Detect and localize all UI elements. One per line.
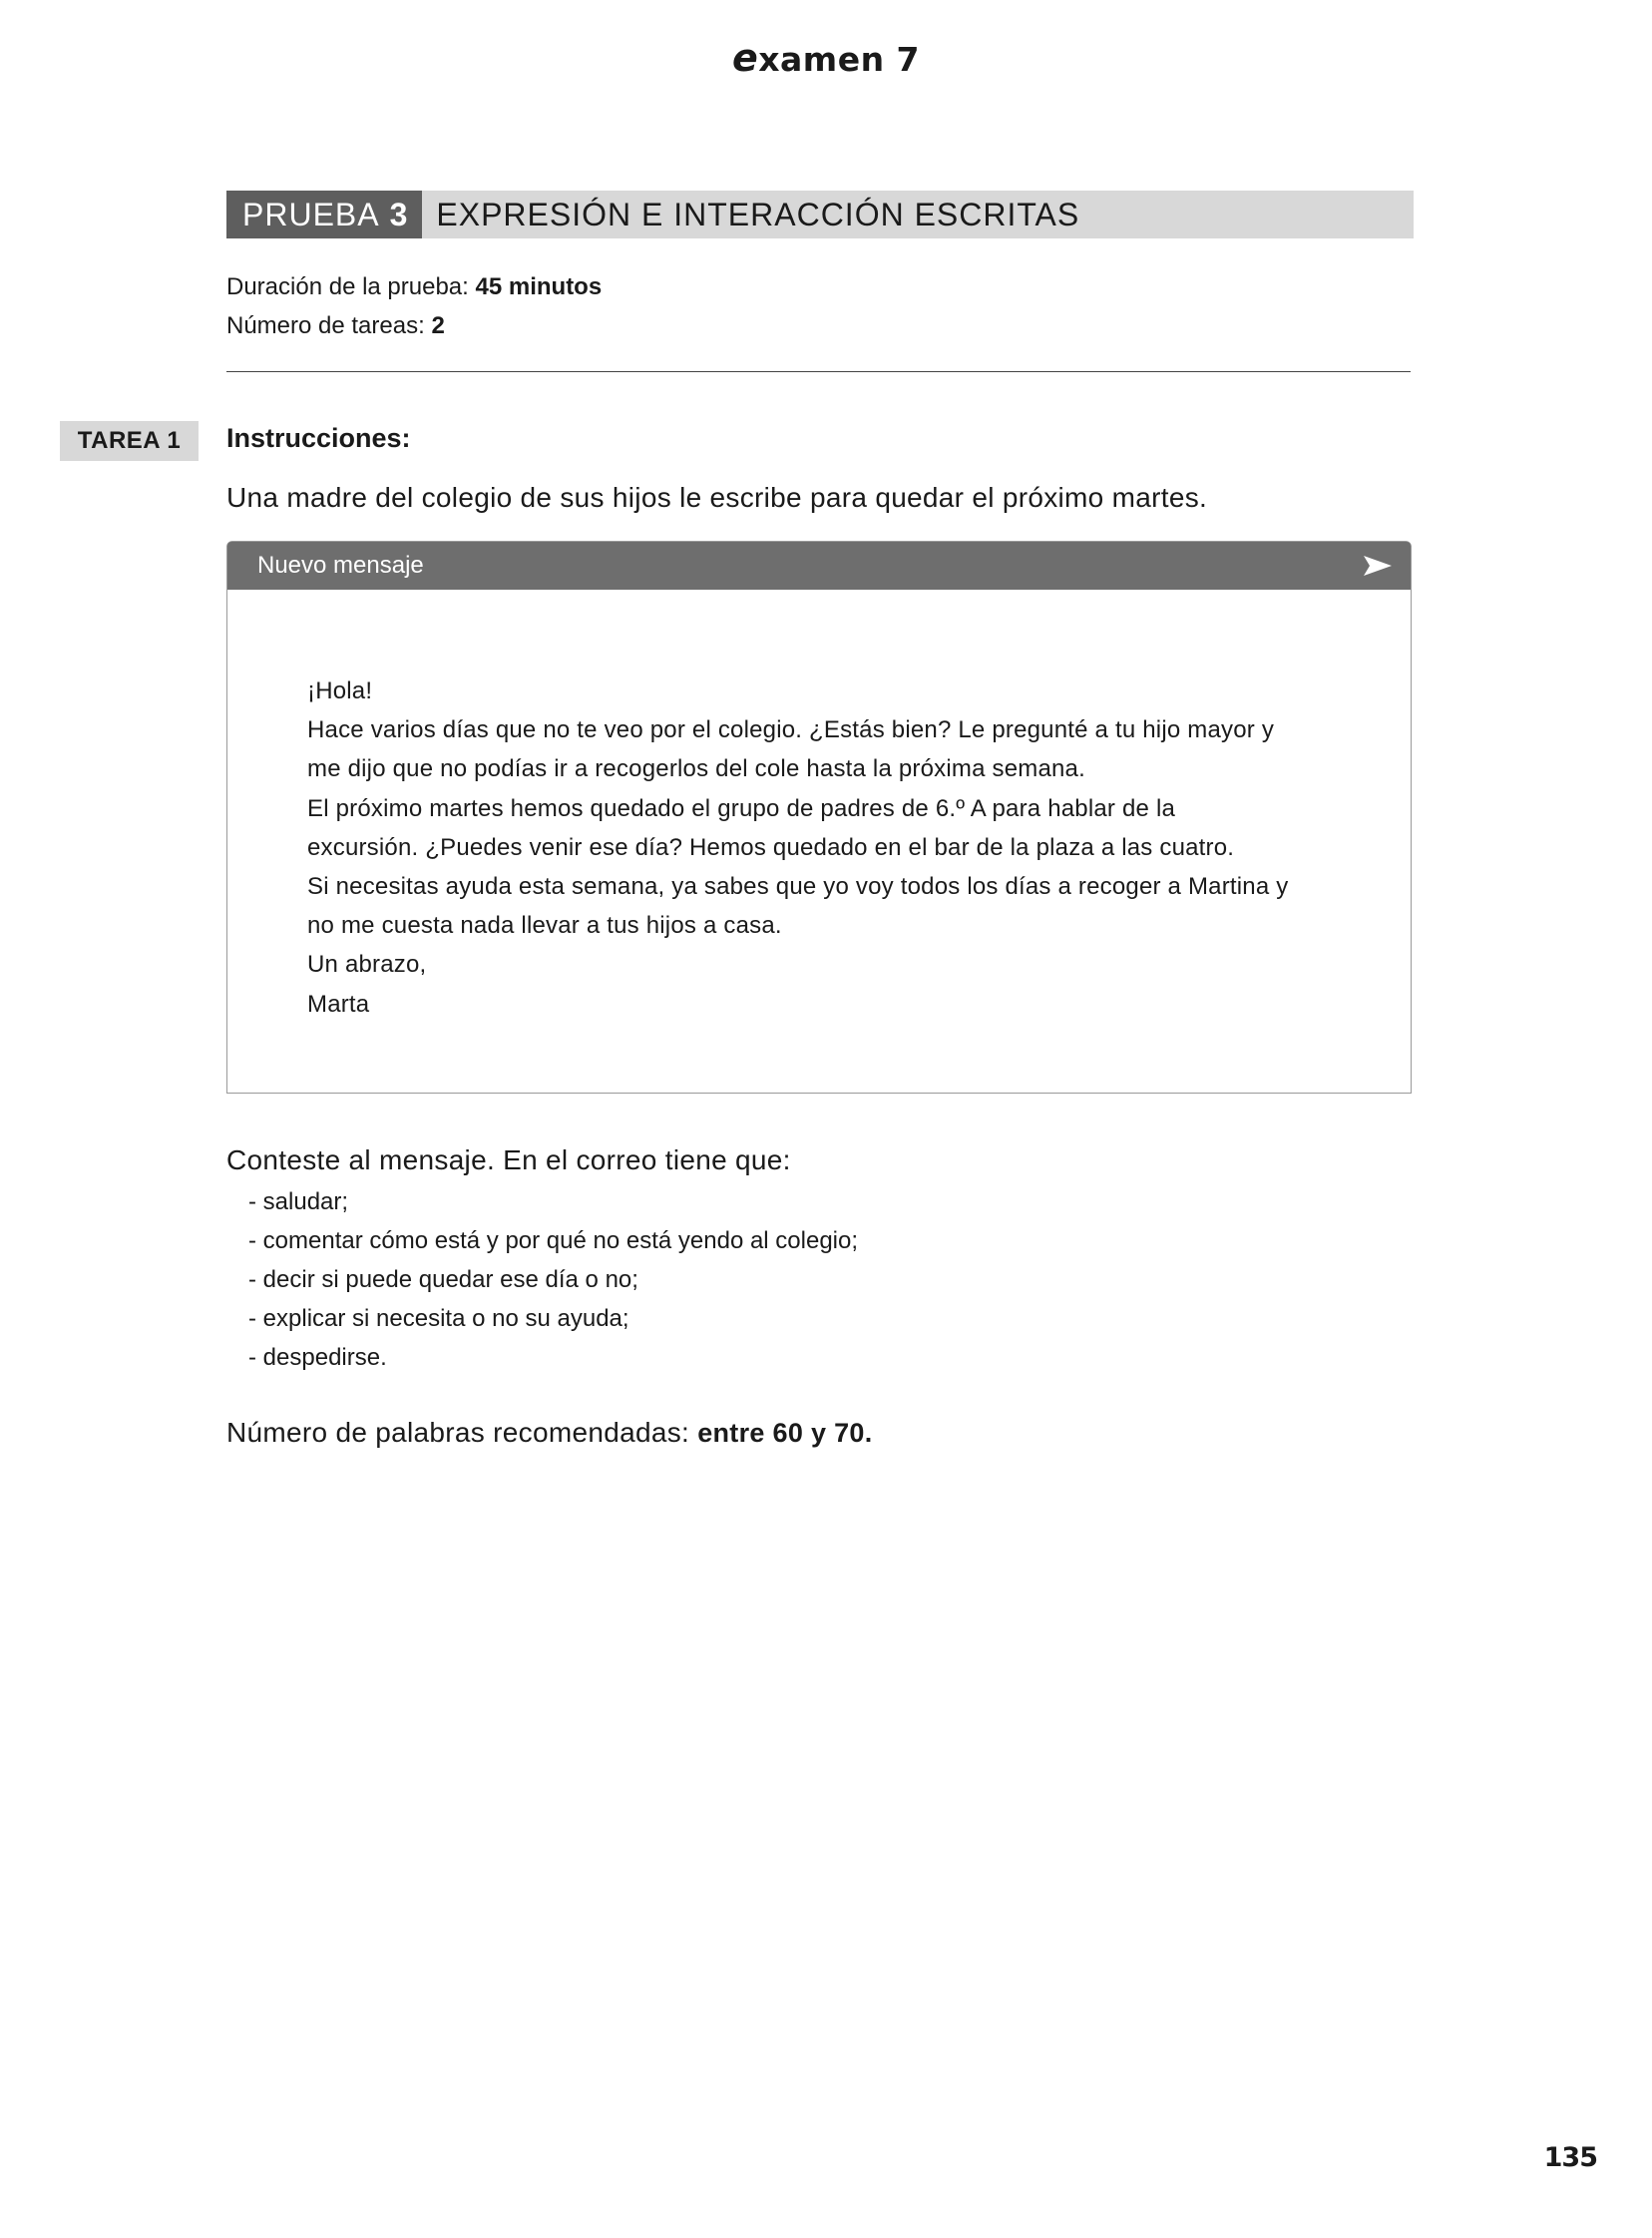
message-line: excursión. ¿Puedes venir ese día? Hemos quedado en el bar de la plaza a las cuatro. xyxy=(307,833,1235,861)
prueba-number: 3 xyxy=(389,196,409,232)
exam-title-text: xamen 7 xyxy=(758,40,921,79)
page-number: 135 xyxy=(1543,2142,1597,2173)
message-line: Marta xyxy=(307,990,370,1018)
instructions-heading: Instrucciones: xyxy=(226,423,411,453)
task-list xyxy=(226,1182,858,1377)
exam-title-initial: e xyxy=(731,36,759,80)
duration-label: Duración de la prueba: xyxy=(226,273,469,300)
tasks-count-value: 2 xyxy=(431,312,445,339)
task-item: - comentar cómo está y por qué no está yendo al colegio; xyxy=(248,1221,858,1260)
send-arrow-icon xyxy=(1363,555,1393,577)
message-line: El próximo martes hemos quedado el grupo de padres de 6.º A para hablar de la xyxy=(307,794,1176,822)
tasks-count-line xyxy=(226,306,602,345)
prueba-label: PRUEBA xyxy=(242,196,380,232)
message-line: ¡Hola! xyxy=(307,677,373,704)
prueba-header-bar xyxy=(226,191,1414,238)
prueba-title: EXPRESIÓN E INTERACCIÓN ESCRITAS xyxy=(436,196,1080,232)
message-line: Un abrazo, xyxy=(307,951,427,979)
message-line: Hace varios días que no te veo por el colegio. ¿Estás bien? Le pregunté a tu hijo mayor y xyxy=(307,716,1275,744)
word-count-label: Número de palabras recomendadas: xyxy=(226,1417,690,1448)
message-header xyxy=(227,542,1411,590)
tasks-count-label: Número de tareas: xyxy=(226,312,425,339)
message-body xyxy=(307,671,1288,1024)
exam-title xyxy=(0,36,1652,80)
task-item: - saludar; xyxy=(248,1182,858,1221)
section-divider xyxy=(226,371,1411,372)
message-header-title: Nuevo mensaje xyxy=(257,552,424,579)
task-item: - explicar si necesita o no su ayuda; xyxy=(248,1299,858,1338)
message-box xyxy=(226,541,1412,1094)
tarea-badge: TAREA 1 xyxy=(60,421,199,461)
word-count-value: entre 60 y 70. xyxy=(697,1418,873,1448)
duration-value: 45 minutos xyxy=(475,273,603,300)
task-lead: Conteste al mensaje. En el correo tiene que: xyxy=(226,1144,791,1175)
message-line: me dijo que no podías ir a recogerlos del cole hasta la próxima semana. xyxy=(307,755,1085,783)
prueba-label-box xyxy=(226,191,422,238)
message-line: Si necesitas ayuda esta semana, ya sabes que yo voy todos los días a recoger a Martina y xyxy=(307,873,1289,901)
task-item: - despedirse. xyxy=(248,1338,858,1377)
instructions-intro: Una madre del colegio de sus hijos le escribe para quedar el próximo martes. xyxy=(226,482,1208,513)
message-line: no me cuesta nada llevar a tus hijos a casa. xyxy=(307,912,782,940)
task-item: - decir si puede quedar ese día o no; xyxy=(248,1260,858,1299)
word-count-line xyxy=(226,1417,873,1449)
prueba-meta xyxy=(226,267,602,345)
duration-line xyxy=(226,267,602,306)
task-instructions xyxy=(226,1144,858,1377)
